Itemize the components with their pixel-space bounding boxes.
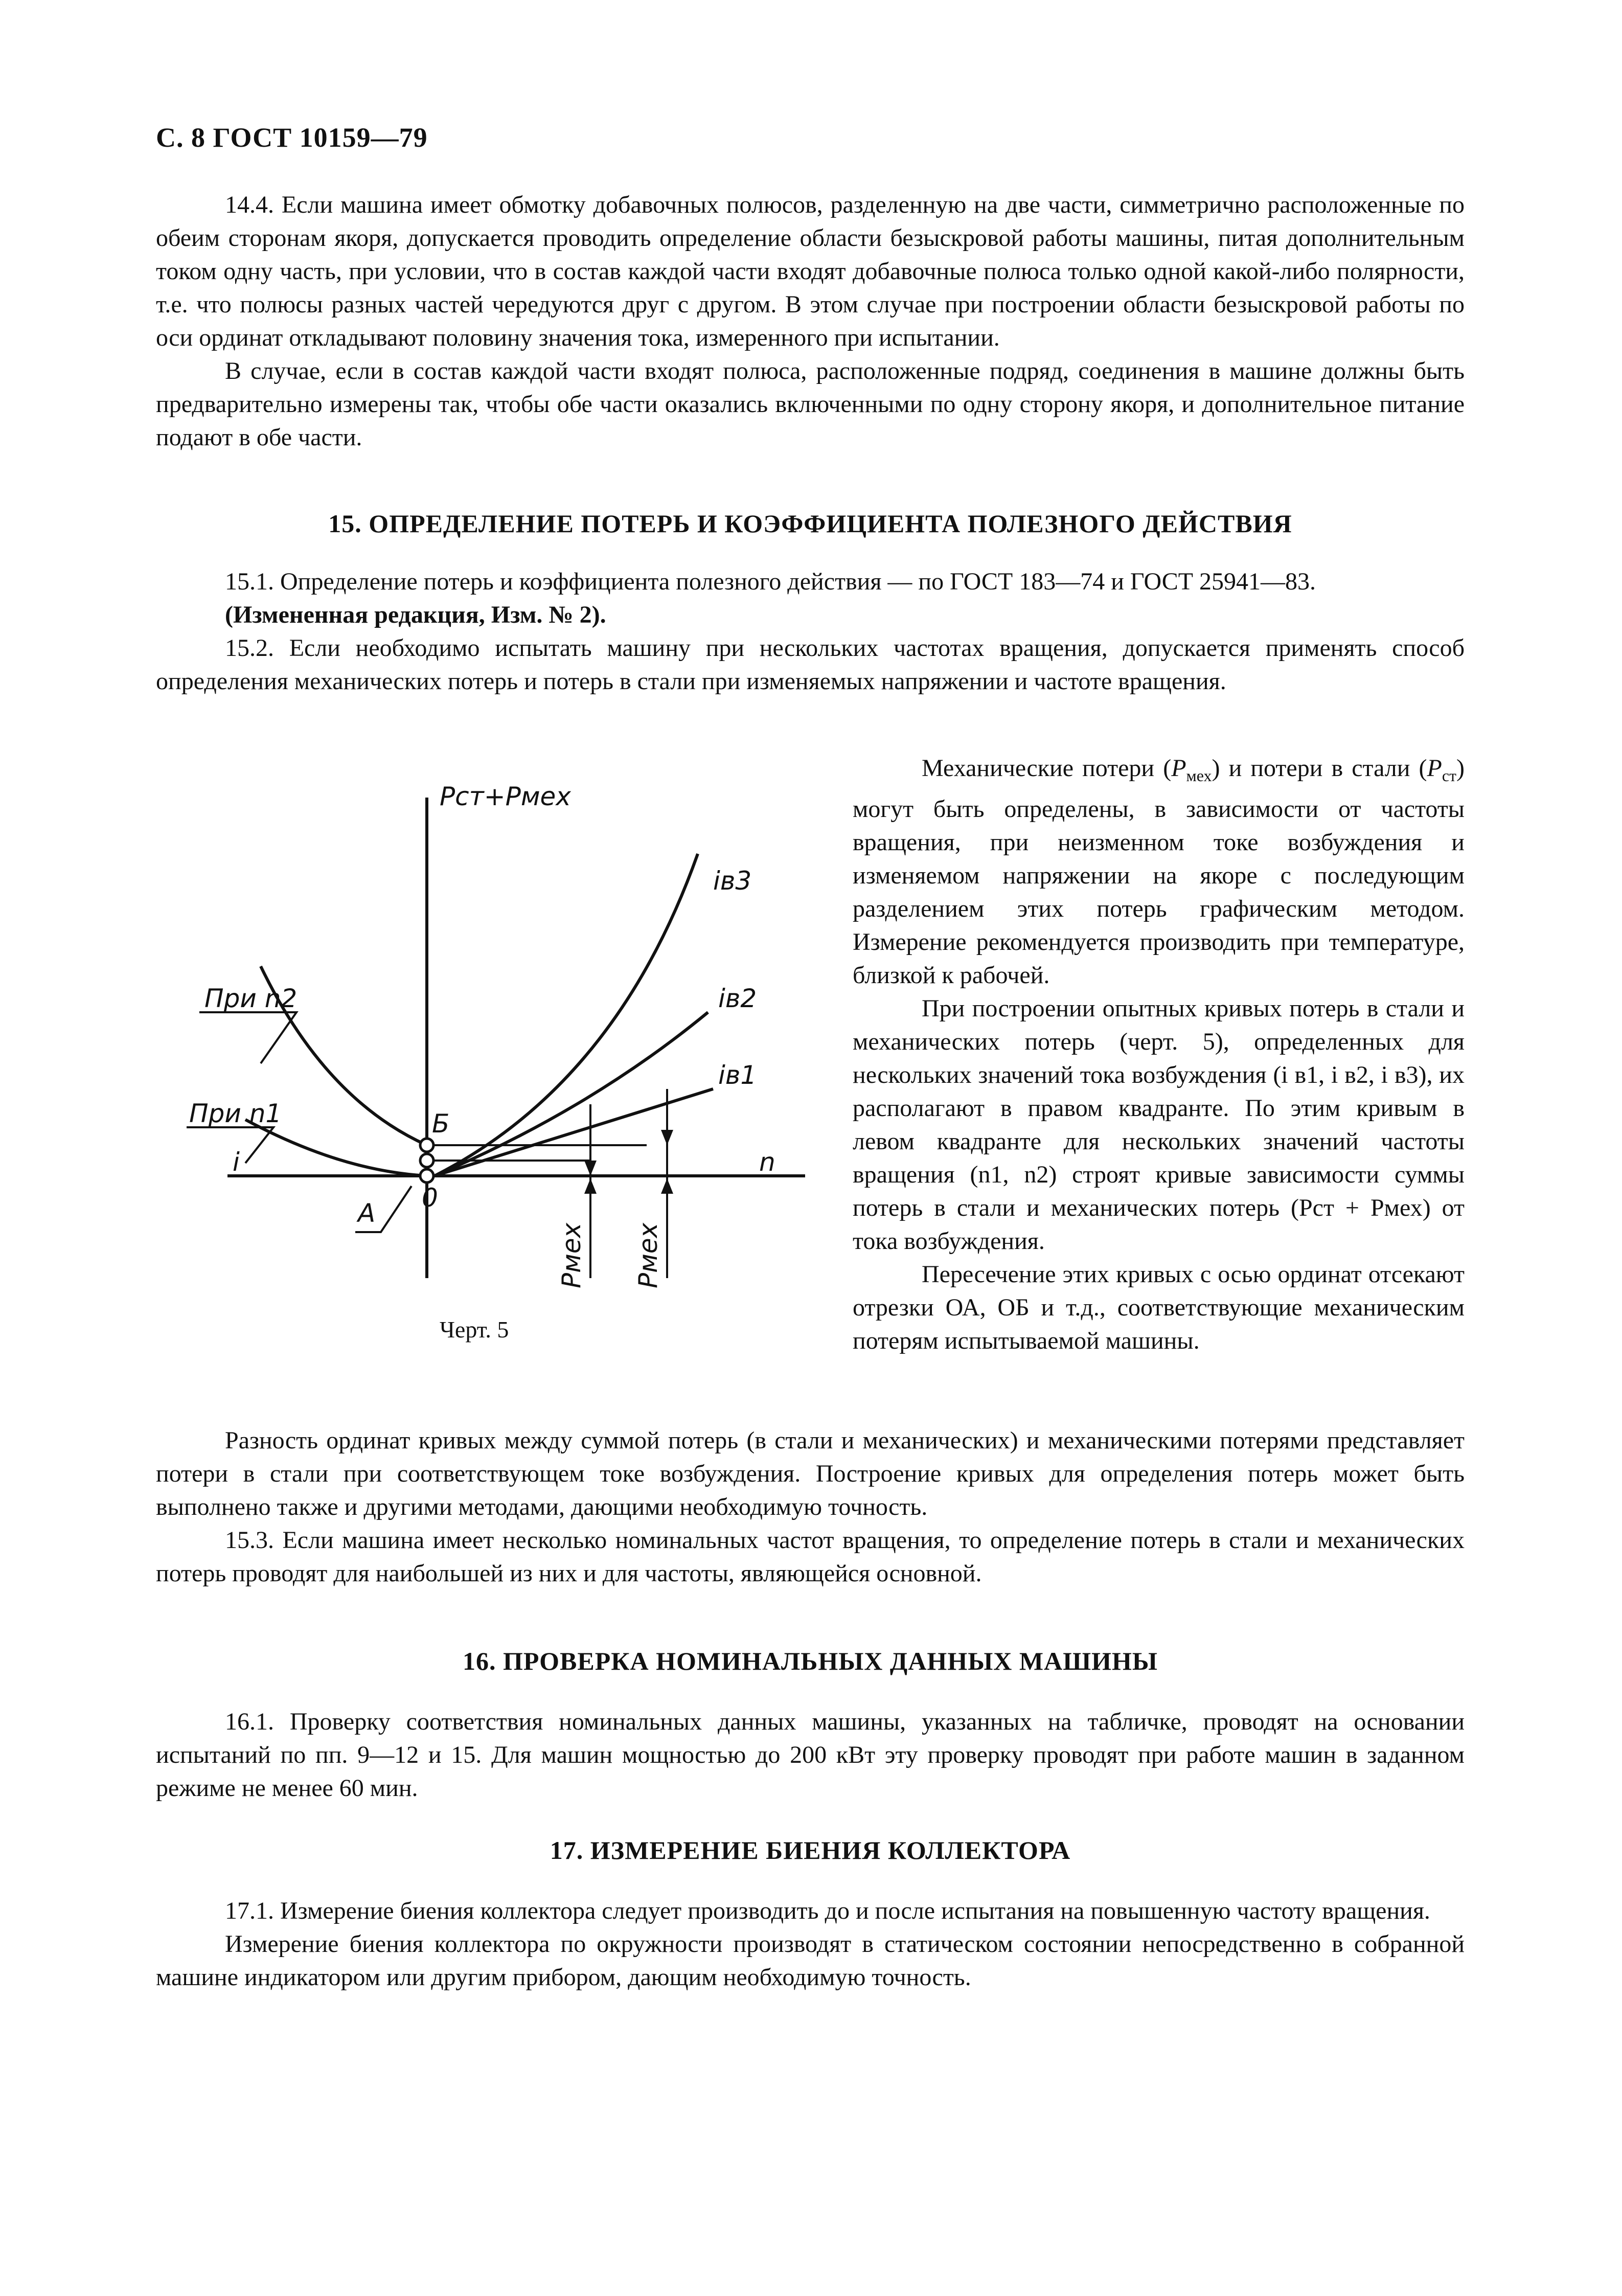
label-iv1: iв1 [718, 1060, 757, 1090]
paragraph-mech-losses: Механические потери $(P_{мех})$ и потери в стали $(P_{ст})$ могут быть определены, в зависимости от частоты вращения, при неизменном токе возбуждения и изменяемом напряжении на якоре с последующим разделением этих потерь графическим методом. Измерение рекомендуется производить при температуре, близкой к рабочей. [853, 755, 1465, 989]
paragraph-17-1: 17.1. Измерение биения коллектора следует производить до и после испытания на повышенную частоту вращения. [225, 1897, 1430, 1924]
paragraph-15-1: 15.1. Определение потерь и коэффициента полезного действия — по ГОСТ 183—74 и ГОСТ 25941—83. [225, 568, 1316, 595]
label-axis-n: n [759, 1147, 775, 1177]
section-14-text [156, 188, 1465, 454]
label-n1: При n1 [189, 1099, 282, 1128]
section-15-heading: 15. ОПРЕДЕЛЕНИЕ ПОТЕРЬ И КОЭФФИЦИЕНТА ПОЛЕЗНОГО ДЕЙСТВИЯ [328, 509, 1292, 538]
amendment-note: (Измененная редакция, Изм. № 2). [225, 601, 606, 628]
label-iv3: iв3 [713, 866, 752, 896]
label-pmex-2: Pмех [633, 1222, 663, 1288]
label-n2: При n2 [204, 984, 298, 1013]
leader-n1 [187, 1127, 273, 1163]
section-15-text [156, 565, 1465, 698]
label-iv2: iв2 [718, 984, 757, 1013]
figure-caption: Черт. 5 [440, 1316, 509, 1343]
arrow-up-2 [661, 1178, 673, 1194]
point-b [420, 1139, 433, 1152]
paragraph-17-1-cont: Измерение биения коллектора по окружности производят в статическом состоянии непосредственно в собранной машине индикатором или другим прибором, дающим необходимую точность. [156, 1930, 1465, 1991]
label-pmex-1: Pмех [557, 1222, 586, 1288]
section-15-right-column [853, 752, 1465, 1357]
arrow-down-2 [661, 1130, 673, 1145]
point-o [420, 1169, 433, 1183]
arrow-up-1 [584, 1178, 597, 1194]
section-16-text [156, 1705, 1465, 1805]
paragraph-intersection: Пересечение этих кривых с осью ординат отсекают отрезки ОА, ОБ и т.д., соответствующие механическим потерям испытываемой машины. [853, 1261, 1465, 1354]
y-axis-label: Pст+Pмех [440, 782, 571, 811]
page-header: С. 8 ГОСТ 10159—79 [156, 122, 428, 153]
figure-5-diagram [156, 767, 831, 1345]
paragraph-16-1: 16.1. Проверку соответствия номинальных данных машины, указанных на табличке, проводят на основании испытаний по пп. 9—12 и 15. Для машин мощностью до 200 кВт эту проверку проводят при работе машин в заданном режиме не менее 60 мин. [156, 1708, 1465, 1802]
section-15-continued [156, 1424, 1465, 1590]
arrow-down-1 [584, 1161, 597, 1176]
paragraph-15-3: 15.3. Если машина имеет несколько номинальных частот вращения, то определение потерь в стали и механических потерь проводят для наибольшей из них и для частоты, являющейся основной. [156, 1527, 1465, 1587]
label-point-o: 0 [422, 1183, 438, 1213]
paragraph-difference: Разность ординат кривых между суммой потерь (в стали и механических) и механическими потерями представляет потери в стали при соответствующем токе возбуждения. Построение кривых для определения потерь может быть выполнено также и другими методами, дающими необходимую точность. [156, 1427, 1465, 1520]
paragraph-15-2: 15.2. Если необходимо испытать машину при нескольких частотах вращения, допускается применять способ определения механических потерь и потерь в стали при изменяемых напряжении и частоте вращения. [156, 634, 1465, 695]
section-17-heading: 17. ИЗМЕРЕНИЕ БИЕНИЯ КОЛЛЕКТОРА [550, 1836, 1071, 1865]
label-point-a: А [358, 1198, 376, 1228]
curve-iv3 [435, 854, 698, 1176]
point-mid [420, 1154, 433, 1167]
leader-n2 [199, 1012, 296, 1063]
paragraph-14-4: 14.4. Если машина имеет обмотку добавочных полюсов, разделенную на две части, симметрично расположенные по обеим сторонам якоря, допускается проводить определение области безыскровой работы машины, питая дополнительным током одну часть, при условии, что в состав каждой части входят добавочные полюса только одной какой-либо полярности, т.е. что полюсы разных частей чередуются друг с другом. В этом случае при построении области безыскровой работы по оси ординат откладывают половину значения тока, измеренного при испытании. [156, 191, 1465, 351]
label-axis-i: i [233, 1147, 240, 1177]
paragraph-construction: При построении опытных кривых потерь в стали и механических потерь (черт. 5), определенных для нескольких значений тока возбуждения (i в1, i в2, i в3), их располагают в правом квадранте. По этим кривым в левом квадранте для нескольких значений частоты вращения (n1, n2) строят кривые зависимости суммы потерь в стали и механических потерь (Pст + Pмех) от тока возбуждения. [853, 995, 1465, 1255]
label-point-b: Б [432, 1109, 450, 1139]
section-16-heading: 16. ПРОВЕРКА НОМИНАЛЬНЫХ ДАННЫХ МАШИНЫ [463, 1647, 1158, 1675]
paragraph-14-4-cont: В случае, если в состав каждой части входят полюса, расположенные подряд, соединения в машине должны быть предварительно измерены так, чтобы обе части оказались включенными по одну сторону якоря, и дополнительное питание подают в обе части. [156, 357, 1465, 451]
section-17-text [156, 1894, 1465, 1994]
